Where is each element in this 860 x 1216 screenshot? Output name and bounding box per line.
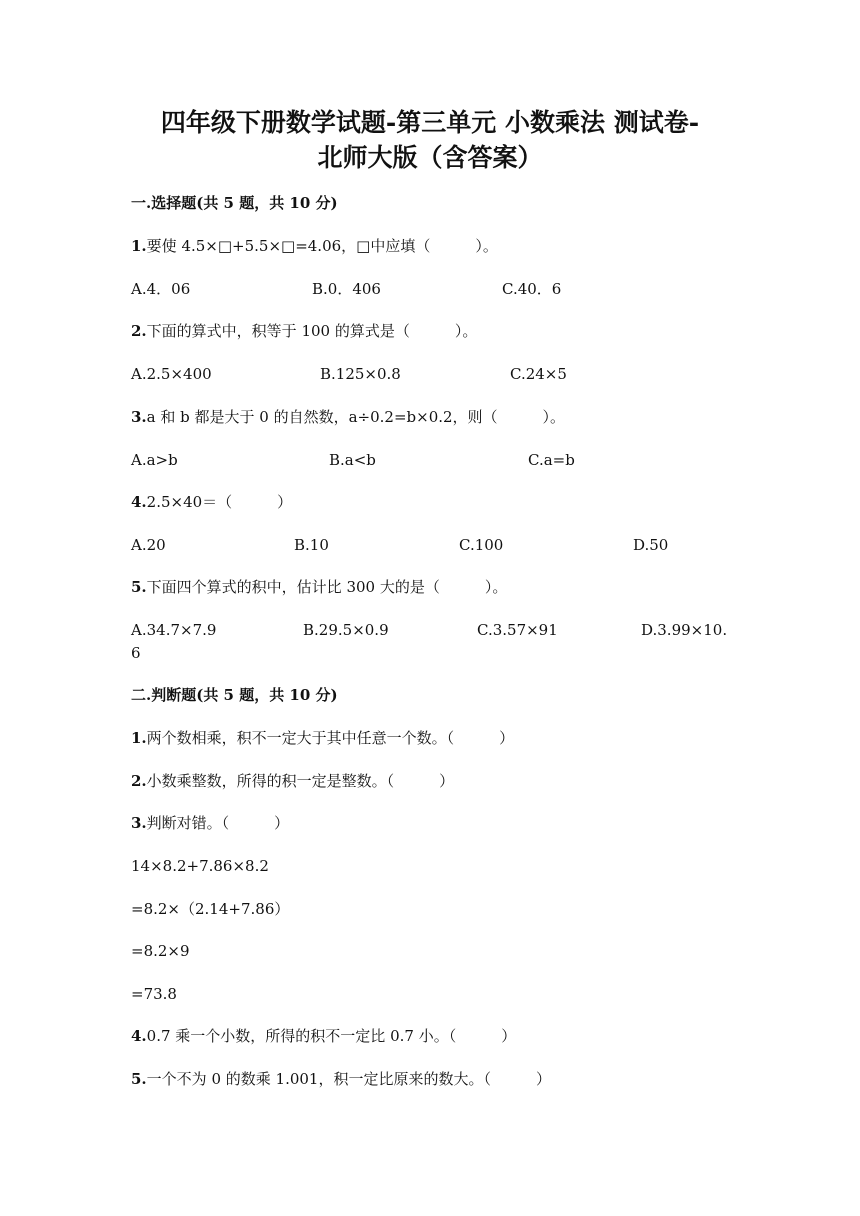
calc-line-3: =8.2×9 [131, 942, 190, 960]
question-number: 4. [131, 1027, 147, 1045]
question-1-1 [131, 236, 498, 256]
question-2-1 [131, 728, 514, 748]
question-number: 3. [131, 408, 147, 426]
question-number: 2. [131, 772, 147, 790]
option-b: B.a<b [329, 451, 376, 469]
option-b: B.29.5×0.9 [303, 621, 389, 639]
question-number: 2. [131, 322, 147, 340]
question-text: 要使 4.5×□+5.5×□=4.06，□中应填（ ）。 [146, 237, 498, 255]
question-2-5 [131, 1069, 551, 1089]
question-text: 2.5×40＝（ ） [146, 493, 293, 511]
question-text: 一个不为 0 的数乘 1.001，积一定比原来的数大。（ ） [146, 1070, 551, 1088]
question-text: 两个数相乘，积不一定大于其中任意一个数。（ ） [146, 729, 515, 747]
question-text: 下面四个算式的积中，估计比 300 大的是（ ）。 [146, 578, 508, 596]
section-heading-judgement: 二.判断题(共 5 题，共 10 分) [131, 686, 338, 704]
calc-line-4: =73.8 [131, 985, 177, 1003]
option-c: C.a=b [528, 451, 575, 469]
question-1-5 [131, 577, 507, 597]
option-d: D.3.99×10. [641, 621, 728, 639]
option-a: A.20 [131, 536, 166, 554]
question-text: 判断对错。（ ） [146, 814, 290, 832]
calc-line-1: 14×8.2+7.86×8.2 [131, 857, 269, 875]
option-c: C.24×5 [510, 365, 567, 383]
question-number: 1. [131, 729, 147, 747]
calc-line-2: =8.2×（2.14+7.86） [131, 900, 290, 918]
option-a: A.4．06 [131, 280, 191, 298]
question-text: 下面的算式中，积等于 100 的算式是（ ）。 [146, 322, 478, 340]
option-a: A.2.5×400 [131, 365, 212, 383]
option-d: D.50 [633, 536, 669, 554]
option-c: C.3.57×91 [477, 621, 558, 639]
question-number: 1. [131, 237, 147, 255]
question-number: 3. [131, 814, 147, 832]
option-d-continued: 6 [131, 644, 141, 662]
question-1-2 [131, 321, 477, 341]
option-c: C.100 [459, 536, 504, 554]
question-1-3 [131, 407, 565, 427]
section-heading-choice: 一.选择题(共 5 题，共 10 分) [131, 194, 338, 212]
question-1-4 [131, 492, 292, 512]
question-text: 0.7 乘一个小数，所得的积不一定比 0.7 小。（ ） [146, 1027, 517, 1045]
option-b: B.125×0.8 [320, 365, 401, 383]
option-a: A.a>b [131, 451, 178, 469]
question-number: 5. [131, 578, 147, 596]
page-title-line-1: 四年级下册数学试题-第三单元 小数乘法 测试卷- [160, 108, 700, 137]
option-c: C.40．6 [502, 280, 562, 298]
question-2-2 [131, 771, 454, 791]
question-number: 4. [131, 493, 147, 511]
question-number: 5. [131, 1070, 147, 1088]
question-text: a 和 b 都是大于 0 的自然数，a÷0.2=b×0.2，则（ ）。 [146, 408, 566, 426]
question-2-4 [131, 1026, 516, 1046]
option-b: B.0．406 [312, 280, 381, 298]
page-title-line-2: 北师大版（含答案） [317, 143, 543, 172]
question-text: 小数乘整数，所得的积一定是整数。（ ） [146, 772, 455, 790]
option-b: B.10 [294, 536, 329, 554]
question-2-3 [131, 813, 289, 833]
option-a: A.34.7×7.9 [131, 621, 217, 639]
